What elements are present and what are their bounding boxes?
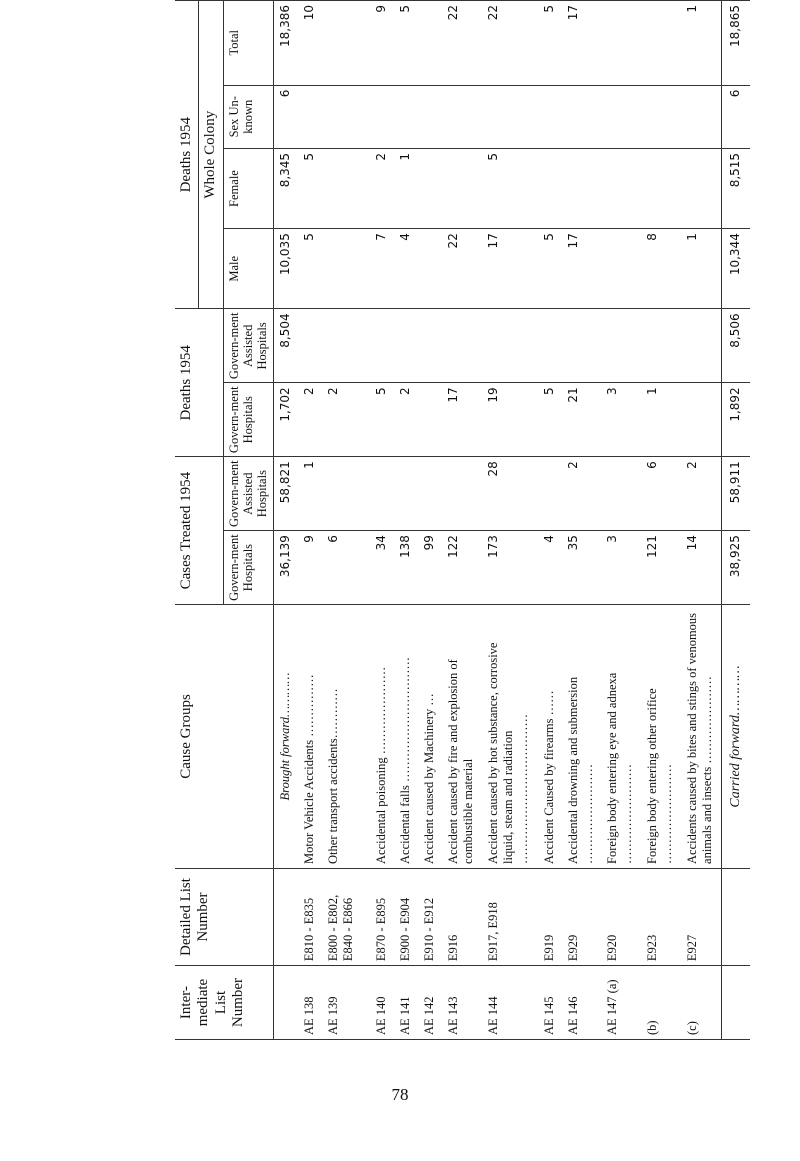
cell-cases-assisted [442,457,482,531]
cell-sex-unknown [362,85,370,148]
cell-total [601,1,641,86]
carried-forward-row [722,1,751,1040]
cell-intermediate: AE 142 [418,966,442,1040]
page-number: 78 [391,1085,409,1104]
cell-sex-unknown [418,85,442,148]
cell-male [601,229,641,309]
cell-total: 9 [370,1,394,86]
cell-cases-assisted [322,457,362,531]
cell-intermediate: (c) [681,966,721,1040]
cell-cases-assisted: 6 [641,457,681,531]
cell-deaths-assisted [442,309,482,383]
cell-cases-assisted [394,457,418,531]
cell-cases-govt: 3 [601,531,641,605]
cell-sex-unknown [442,85,482,148]
footer-sex-unknown: 6 [722,85,751,148]
cell-sex-unknown [681,85,721,148]
cell-intermediate: AE 141 [394,966,418,1040]
footer-total: 18,865 [722,1,751,86]
cell-female: 2 [370,148,394,228]
cell-detailed: E916 [442,868,482,965]
appendix-heading [48,0,96,1161]
cell-male [362,229,370,309]
cell-deaths-assisted [601,309,641,383]
cell-male: 17 [482,229,538,309]
cell-deaths-assisted [562,309,602,383]
cell-detailed: E810 - E835 [298,868,322,965]
cell-cause: Other transport accidents………… [322,605,362,869]
cell-cases-assisted: 2 [562,457,602,531]
header-female: Female [223,148,273,228]
cell-female [538,148,562,228]
table-row [370,1,394,1040]
cell-sex-unknown [370,85,394,148]
cell-sex-unknown: 6 [273,85,298,148]
cell-cases-assisted: 28 [482,457,538,531]
cell-cases-assisted: 1 [298,457,322,531]
header-sex-unknown: Sex Un-known [223,85,273,148]
cell-total: 22 [482,1,538,86]
carried-forward-label: Carried forward………… [722,605,751,869]
cell-deaths-govt: 2 [322,383,362,457]
footer-inter [722,966,751,1040]
cell-female [681,148,721,228]
footer-male: 10,344 [722,229,751,309]
cell-detailed [273,868,298,965]
cell-deaths-assisted [538,309,562,383]
footer-female: 8,515 [722,148,751,228]
header-cases-govt-assisted: Govern-ment Assisted Hospitals [223,457,273,531]
cell-sex-unknown [394,85,418,148]
cell-deaths-govt: 21 [562,383,602,457]
cell-male: 22 [442,229,482,309]
cell-detailed: E919 [538,868,562,965]
table-row [681,1,721,1040]
cell-male: 5 [298,229,322,309]
header-detailed: Detailed List Number [175,868,273,965]
footer-cases-govt: 38,925 [722,531,751,605]
table-row [273,1,298,1040]
cell-deaths-assisted: 8,504 [273,309,298,383]
cell-deaths-assisted [298,309,322,383]
cell-deaths-govt: 2 [298,383,322,457]
cell-total [322,1,362,86]
cell-cause: Accidental poisoning ………………… [370,605,394,869]
header-whole-colony: Whole Colony [199,1,223,309]
cell-sex-unknown [482,85,538,148]
cell-cause: Accident caused by Machinery … [418,605,442,869]
cell-deaths-assisted [482,309,538,383]
cell-cases-govt: 138 [394,531,418,605]
cell-total: 22 [442,1,482,86]
cell-cases-govt: 122 [442,531,482,605]
header-cause: Cause Groups [175,605,273,869]
table-row [601,1,641,1040]
table-row [562,1,602,1040]
cell-deaths-govt: 5 [538,383,562,457]
table-row [641,1,681,1040]
cell-female [362,148,370,228]
cell-cause: Accident Caused by firearms …… [538,605,562,869]
cell-cause: Accidental drowning and submersion …………………… [562,605,602,869]
cell-male [418,229,442,309]
cell-cases-assisted [538,457,562,531]
header-total: Total [223,1,273,86]
cell-cause: Accidents caused by bites and stings of venomous animals and insects ………………… [681,605,721,869]
cell-cases-govt: 173 [482,531,538,605]
cell-total [418,1,442,86]
header-deaths-govt-assisted: Govern-ment Assisted Hospitals [223,309,273,383]
cell-total: 17 [562,1,602,86]
cell-cases-assisted [370,457,394,531]
cell-sex-unknown [538,85,562,148]
cell-male: 1 [681,229,721,309]
table-row [442,1,482,1040]
footer-detailed [722,868,751,965]
cell-detailed: E929 [562,868,602,965]
cell-sex-unknown [641,85,681,148]
cell-cases-govt: 34 [370,531,394,605]
cell-intermediate: AE 139 [322,966,362,1040]
cell-male: 17 [562,229,602,309]
cell-intermediate: AE 145 [538,966,562,1040]
header-male: Male [223,229,273,309]
cell-female [442,148,482,228]
cell-detailed: E910 - E912 [418,868,442,965]
cell-male: 8 [641,229,681,309]
cell-cause: Motor Vehicle Accidents …………… [298,605,322,869]
cell-cause: Accident caused by hot substance, corrosive liquid, steam and radiation ……………………………… [482,605,538,869]
table-row [298,1,322,1040]
table-row [418,1,442,1040]
cell-intermediate: AE 144 [482,966,538,1040]
causes-table [175,0,750,1040]
cell-cause: Foreign body entering eye and adnexa …………………… [601,605,641,869]
cell-cause: Foreign body entering other orifice …………………… [641,605,681,869]
cell-female [322,148,362,228]
cell-intermediate [362,966,370,1040]
cell-deaths-assisted [362,309,370,383]
cell-male [322,229,362,309]
cell-male: 4 [394,229,418,309]
cell-cause: Accident caused by fire and explosion of combustible material [442,605,482,869]
cell-cases-govt: 9 [298,531,322,605]
cell-deaths-assisted [394,309,418,383]
header-deaths-whole: Deaths 1954 [175,1,199,309]
table-area [175,0,755,1045]
header-cases-govt-hospitals: Govern-ment Hospitals [223,531,273,605]
cell-cases-govt: 99 [418,531,442,605]
cell-deaths-assisted [322,309,362,383]
cell-female: 1 [394,148,418,228]
cell-female: 5 [482,148,538,228]
cell-cases-govt: 35 [562,531,602,605]
cell-deaths-assisted [370,309,394,383]
cell-cases-assisted [601,457,641,531]
cell-detailed: E800 - E802, E840 - E866 [322,868,362,965]
cell-cases-assisted [362,457,370,531]
table-row [322,1,362,1040]
cell-cause: Accidental falls ………………………… [394,605,418,869]
cell-cases-govt: 6 [322,531,362,605]
cell-total: 5 [538,1,562,86]
header-deaths-govt-hospitals: Govern-ment Hospitals [223,383,273,457]
cell-cases-assisted [418,457,442,531]
cell-deaths-govt: 3 [601,383,641,457]
table-row [538,1,562,1040]
cell-deaths-govt: 5 [370,383,394,457]
cell-cases-govt: 36,139 [273,531,298,605]
table-row [394,1,418,1040]
cell-deaths-govt [681,383,721,457]
cell-detailed: E870 - E895 [370,868,394,965]
cell-total: 18,386 [273,1,298,86]
cell-cases-assisted: 2 [681,457,721,531]
footer-cases-assisted: 58,911 [722,457,751,531]
cell-deaths-assisted [641,309,681,383]
cell-deaths-govt: 2 [394,383,418,457]
cell-sex-unknown [322,85,362,148]
cell-total [362,1,370,86]
header-cases: Cases Treated 1954 [175,457,223,605]
cell-deaths-assisted [681,309,721,383]
cell-deaths-govt: 19 [482,383,538,457]
cell-detailed: E920 [601,868,641,965]
cell-female [418,148,442,228]
cell-total [641,1,681,86]
cell-female [641,148,681,228]
cell-deaths-govt [362,383,370,457]
cell-male: 10,035 [273,229,298,309]
cell-deaths-govt: 1 [641,383,681,457]
table-body [273,1,721,1040]
cell-female [601,148,641,228]
cell-detailed: E917, E918 [482,868,538,965]
cell-deaths-assisted [418,309,442,383]
cell-detailed: E900 - E904 [394,868,418,965]
cell-female: 8,345 [273,148,298,228]
cell-intermediate: AE 138 [298,966,322,1040]
cell-cases-govt: 121 [641,531,681,605]
cell-intermediate: (b) [641,966,681,1040]
cell-detailed [362,868,370,965]
footer-deaths-govt: 1,892 [722,383,751,457]
cell-intermediate: AE 143 [442,966,482,1040]
cell-male: 5 [538,229,562,309]
cell-total: 10 [298,1,322,86]
cell-deaths-govt: 17 [442,383,482,457]
cell-male: 7 [370,229,394,309]
cell-deaths-govt [418,383,442,457]
cell-female: 5 [298,148,322,228]
cell-cases-assisted: 58,821 [273,457,298,531]
cell-cases-govt: 14 [681,531,721,605]
cell-sex-unknown [601,85,641,148]
cell-cause: Brought forward………… [273,605,298,869]
cell-deaths-govt: 1,702 [273,383,298,457]
cell-sex-unknown [562,85,602,148]
cell-total: 5 [394,1,418,86]
cell-intermediate: AE 147 (a) [601,966,641,1040]
cell-cases-govt: 4 [538,531,562,605]
table-row [362,1,370,1040]
header-deaths-govt: Deaths 1954 [175,309,223,457]
cell-intermediate: AE 146 [562,966,602,1040]
cell-detailed: E927 [681,868,721,965]
cell-sex-unknown [298,85,322,148]
cell-cause [362,605,370,869]
cell-cases-govt [362,531,370,605]
cell-total: 1 [681,1,721,86]
table-row [482,1,538,1040]
cell-detailed: E923 [641,868,681,965]
header-intermediate: Inter-mediate List Number [175,966,273,1040]
cell-intermediate [273,966,298,1040]
cell-female [562,148,602,228]
cell-intermediate: AE 140 [370,966,394,1040]
footer-deaths-assisted: 8,506 [722,309,751,383]
